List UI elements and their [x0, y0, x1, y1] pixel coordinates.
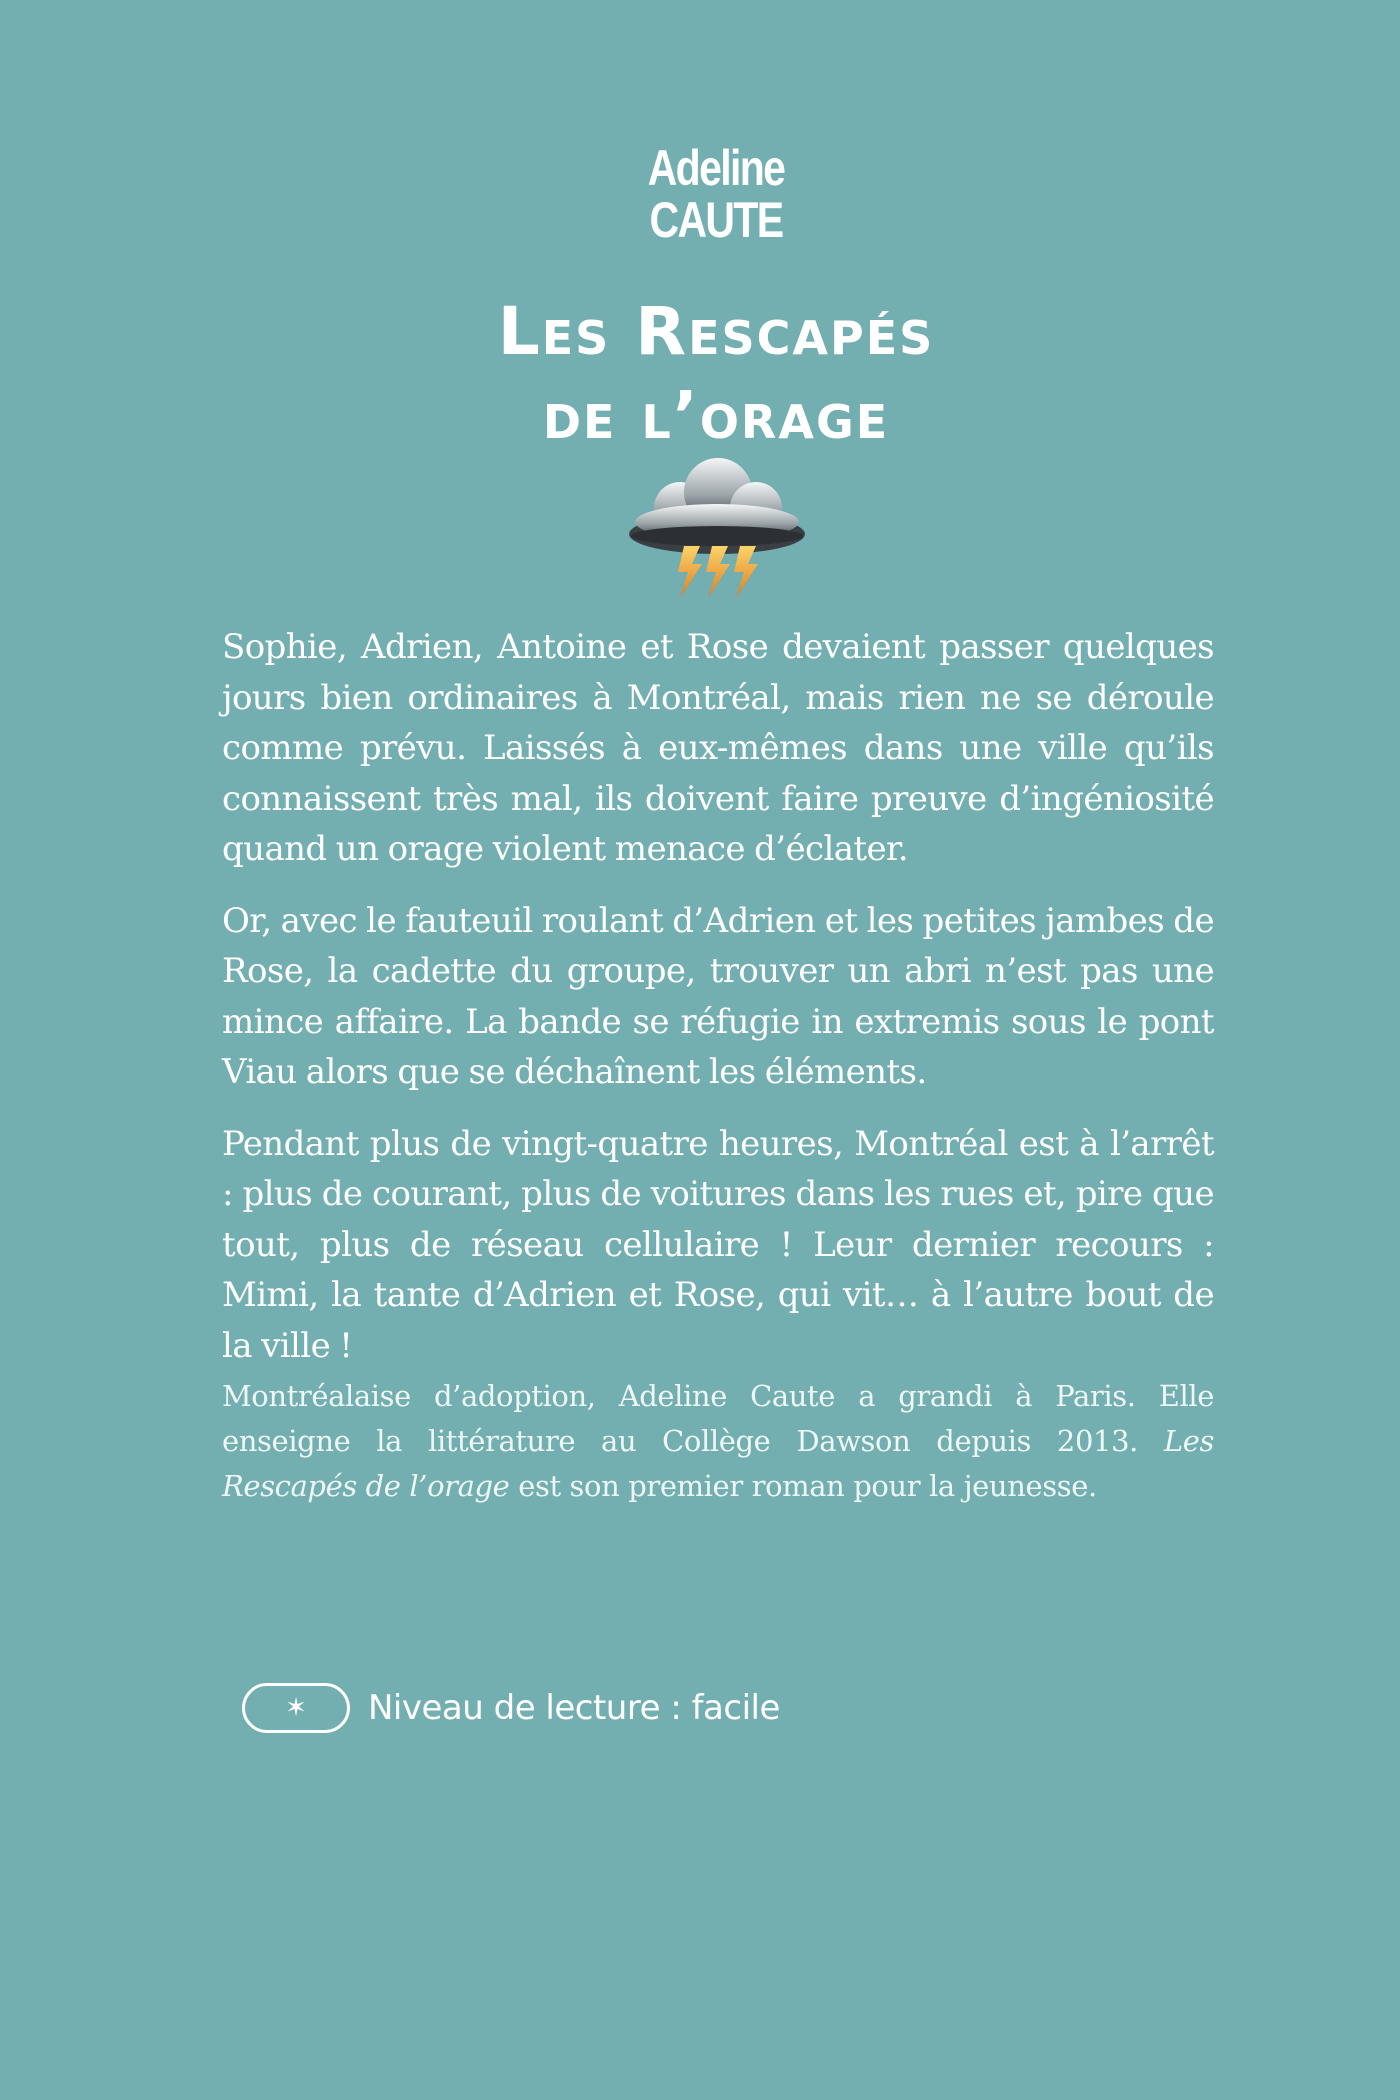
reading-level-label: Niveau de lecture : facile: [368, 1688, 780, 1728]
storm-cloud-icon: [622, 446, 812, 606]
author-name: [129, 142, 1303, 246]
bio-book-title: Les Rescapés de l’orage: [222, 1424, 1214, 1503]
book-summary: [222, 622, 1214, 1392]
reading-level-badge: [242, 1683, 350, 1733]
summary-paragraph: Or, avec le fauteuil roulant d’Adrien et les petites jambes de Rose, la cadette du groupe, trouver un abri n’est pas une mince affaire. La bande se réfugie in extremis sous le pont Viau alors que se déchaînent les éléments.: [222, 900, 1214, 1092]
reading-level: [242, 1683, 780, 1733]
author-first-name: Adeline: [647, 140, 785, 196]
book-title-line-2: de l’orage: [542, 377, 890, 454]
book-title: [0, 290, 1400, 458]
star-icon: ✶: [285, 1693, 307, 1723]
lightning-bolts: [678, 546, 758, 598]
book-title-line-1: Les Rescapés: [497, 293, 935, 370]
summary-paragraph: Pendant plus de vingt-quatre heures, Montréal est à l’arrêt : plus de courant, plus de voitures dans les rues et, pire que tout, plus de réseau cellulaire ! Leur dernier recours : Mimi, la tante d’Adrien et Rose, qui vit… à l’autre bout de la ville !: [222, 1123, 1214, 1366]
author-last-name: CAUTE: [649, 192, 783, 248]
cloud-shape: [629, 458, 805, 554]
author-bio: [222, 1374, 1214, 1509]
summary-paragraph: Sophie, Adrien, Antoine et Rose devaient passer quelques jours bien ordinaires à Montréal, mais rien ne se déroule comme prévu. Laissés à eux-mêmes dans une ville qu’ils connaissent très mal, ils doivent faire preuve d’ingéniosité quand un orage violent menace d’éclater.: [222, 627, 1214, 869]
bio-text-after: est son premier roman pour la jeunesse.: [509, 1469, 1097, 1503]
bio-text-before: Montréalaise d’adoption, Adeline Caute a grandi à Paris. Elle enseigne la littérature au Collège Dawson depuis 2013.: [222, 1379, 1214, 1458]
